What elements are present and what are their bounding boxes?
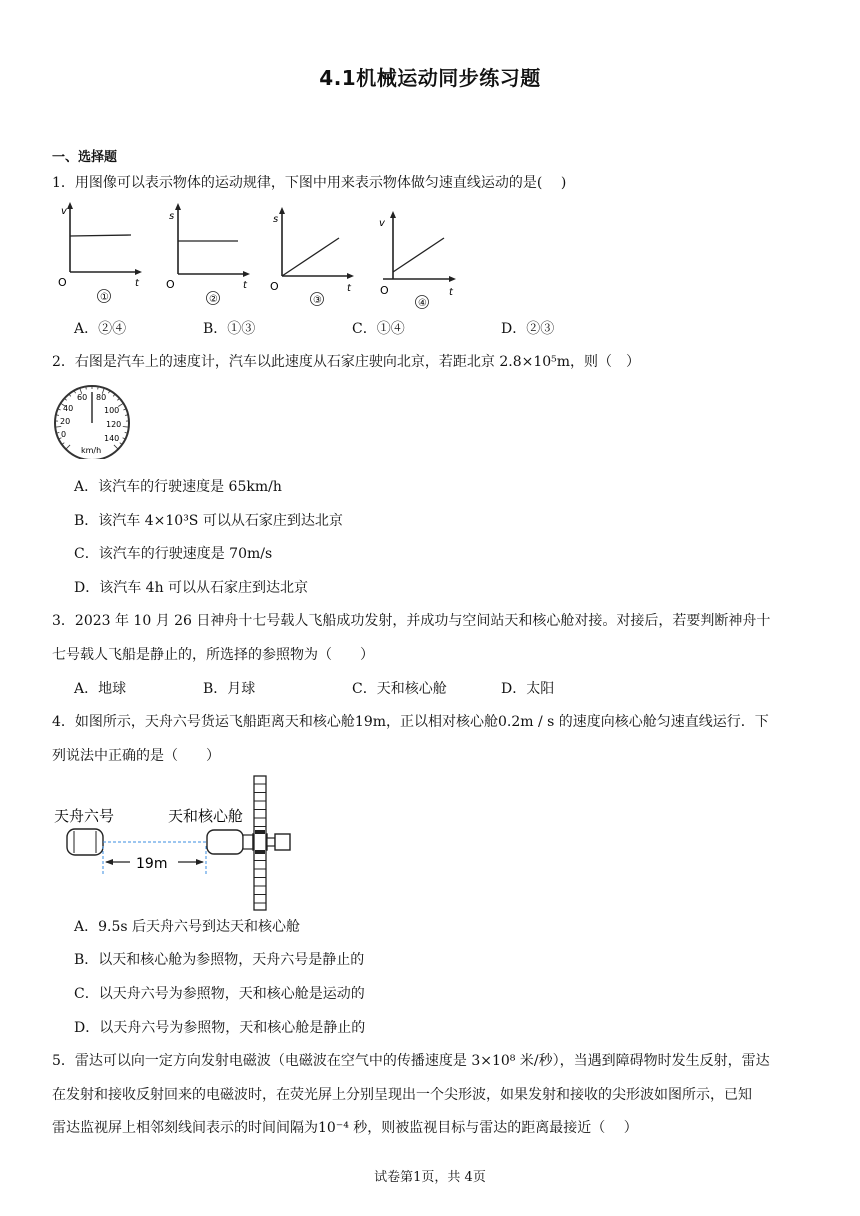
q2-stem: 2．右图是汽车上的速度计，汽车以此速度从石家庄驶向北京，若距北京 2.8×10⁵m，则（ ） [52,354,641,370]
gauge-tick-140: 140 [104,434,120,443]
q2-option-c: C．该汽车的行驶速度是 70m/s [74,546,273,562]
q3-option-b: B．月球 [203,681,256,697]
q1-option-d: D．②③ [501,321,555,337]
q1-option-b: B．①③ [203,321,256,337]
gauge-tick-mark [98,387,99,390]
graph-2-ylabel: s [169,211,175,222]
graph-3-index: ③ [313,295,322,306]
label-tianhe: 天和核心舱 [168,807,244,825]
distance-label: 19m [136,856,168,872]
q3-option-d: D．太阳 [501,681,555,697]
gauge-unit: km/h [81,446,102,455]
gauge-tick-mark [86,387,87,390]
q3-option-a: A．地球 [74,681,127,697]
q2-option-b: B．该汽车 4×10³S 可以从石家庄到达北京 [74,513,343,529]
graph-1-origin: O [58,276,67,289]
q3-option-c: C．天和核心舱 [352,681,447,697]
graph-2 [166,203,250,305]
graph-4-index: ④ [418,298,427,309]
gauge-tick-mark [114,445,118,449]
gauge-tick-100: 100 [104,406,120,415]
label-tianzhou: 天舟六号 [54,807,115,825]
graph-1 [58,202,142,303]
q5-line1: 5．雷达可以向一定方向发射电磁波（电磁波在空气中的传播速度是 3×10⁸ 米/秒），当遇到障碍物时发生反射，雷达 [52,1053,770,1069]
graph-3-ylabel: s [273,214,279,225]
gauge-tick-80: 80 [96,393,107,402]
q4-option-b: B．以天和核心舱为参照物，天舟六号是静止的 [74,952,365,968]
gauge-tick-20: 20 [60,417,71,426]
graph-1-index: ① [100,292,109,303]
graph-4-ylabel: v [379,218,385,229]
q1-stem: 1．用图像可以表示物体的运动规律，下图中用来表示物体做匀速直线运动的是( ) [52,175,567,191]
speedometer [50,383,136,459]
graph-4 [379,211,456,309]
q4-stem-line2: 列说法中正确的是（ ） [52,748,220,764]
q4-option-d: D．以天舟六号为参照物，天和核心舱是静止的 [74,1020,366,1036]
gauge-tick-40: 40 [63,404,74,413]
graph-4-origin: O [380,284,389,297]
q3-stem-line1: 3．2023 年 10 月 26 日神舟十七号载人飞船成功发射，并成功与空间站天和核心舱对接。对接后，若要判断神舟十 [52,613,771,629]
graph-1-ylabel: v [61,206,67,217]
gauge-tick-mark [66,445,70,449]
q4-option-c: C．以天舟六号为参照物，天和核心舱是运动的 [74,986,365,1002]
graph-4-xlabel: t [449,287,453,298]
graph-3-origin: O [270,280,279,293]
q2-option-a: A．该汽车的行驶速度是 65km/h [74,479,282,495]
graph-3 [270,207,354,306]
q3-stem-line2: 七号载人飞船是静止的，所选择的参照物为（ ） [52,647,374,663]
q1-graphs [55,200,475,315]
q2-option-d: D．该汽车 4h 可以从石家庄到达北京 [74,580,309,596]
graph-2-index: ② [209,294,218,305]
q4-option-a: A．9.5s 后天舟六号到达天和核心舱 [74,919,301,935]
q1-option-a: A．②④ [74,321,127,337]
graph-1-xlabel: t [135,278,139,289]
graph-2-origin: O [166,278,175,291]
q4-figure [50,774,310,914]
q1-option-c: C．①④ [352,321,405,337]
graph-2-xlabel: t [243,280,247,291]
q5-line2: 在发射和接收反射回来的电磁波时，在荧光屏上分别呈现出一个尖形波，如果发射和接收的尖形波如图所示，已知 [52,1087,752,1103]
q5-line3: 雷达监视屏上相邻刻线间表示的时间间隔为10⁻⁴ 秒，则被监视目标与雷达的距离最接近（ ） [52,1120,638,1136]
gauge-tick-0: 0 [61,430,67,439]
section-heading: 一、选择题 [52,150,118,165]
gauge-tick-60: 60 [77,393,88,402]
graph-3-xlabel: t [347,283,351,294]
page-footer: 试卷第1页，共 4页 [374,1170,486,1185]
q4-stem-line1: 4．如图所示，天舟六号货运飞船距离天和核心舱19m，正以相对核心舱0.2m / s 的速度向核心舱匀速直线运行．下 [52,714,769,730]
gauge-tick-120: 120 [106,420,122,429]
page-title: 4.1机械运动同步练习题 [319,66,541,90]
